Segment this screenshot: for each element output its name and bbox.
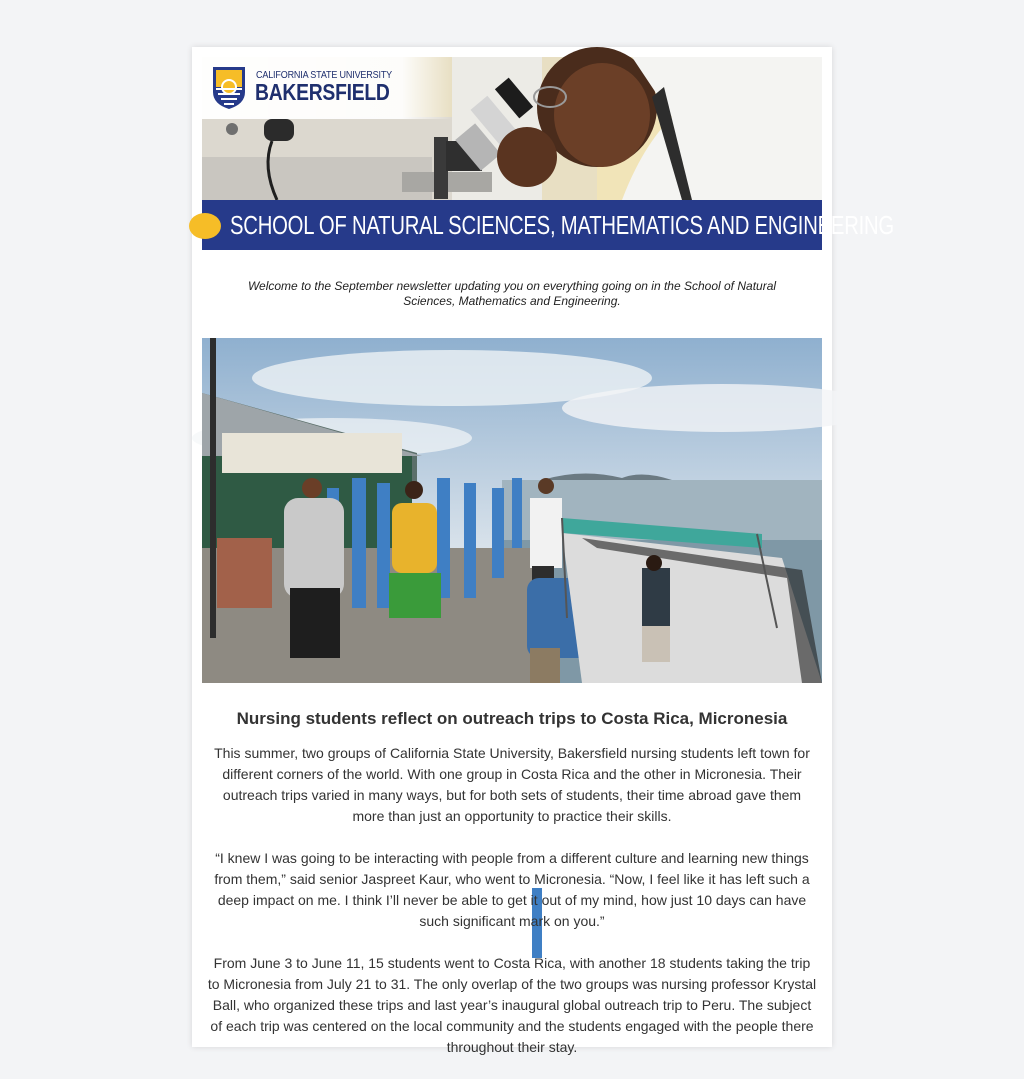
- logo-campus-text: BAKERSFIELD: [255, 79, 390, 105]
- newsletter-card: [192, 47, 894, 1055]
- logo-university-text: CALIFORNIA STATE UNIVERSITY: [256, 69, 393, 81]
- intro-text: Welcome to the September newsletter updating you on everything going on in the School of Natural Sciences, Mathematics and Engineering.: [247, 279, 777, 308]
- banner-title-bar: [202, 200, 894, 250]
- article-body: [206, 743, 818, 1079]
- hero-photo[interactable]: [202, 338, 822, 683]
- article-title: Nursing students reflect on outreach trips to Costa Rica, Micronesia: [236, 709, 788, 728]
- header-banner: [202, 57, 894, 250]
- csub-shield-icon: [212, 66, 246, 110]
- article-paragraph: From June 3 to June 11, 15 students went to Costa Rica, with another 18 students taking the trip to Micronesia from July 21 to 31. The only overlap of the two groups was nursing professor Krystal Ball, who organized these trips and last year’s inaugural global outreach trip to Peru. The subject of each trip was centered on the local community and the students engaged with the people there throughout their stay.: [207, 955, 817, 1055]
- article-paragraph: “I knew I was going to be interacting with people from a different culture and learning new things from them,” said senior Jaspreet Kaur, who went to Micronesia. “Now, I feel like it has left such a deep impact on me. I think I’ll never be able to get it out of my mind, how just 10 days can have such significant mark on you.”: [214, 850, 810, 929]
- school-title: SCHOOL OF NATURAL SCIENCES, MATHEMATICS AND ENGINEERING: [230, 210, 894, 240]
- article-paragraph: This summer, two groups of California State University, Bakersfield nursing students left town for different corners of the world. With one group in Costa Rica and the other in Micronesia. Their outreach trips varied in many ways, but for both sets of students, their time abroad gave them more than just an opportunity to practice their skills.: [214, 745, 810, 824]
- sun-icon: [189, 213, 221, 239]
- logo-backdrop: [202, 57, 452, 119]
